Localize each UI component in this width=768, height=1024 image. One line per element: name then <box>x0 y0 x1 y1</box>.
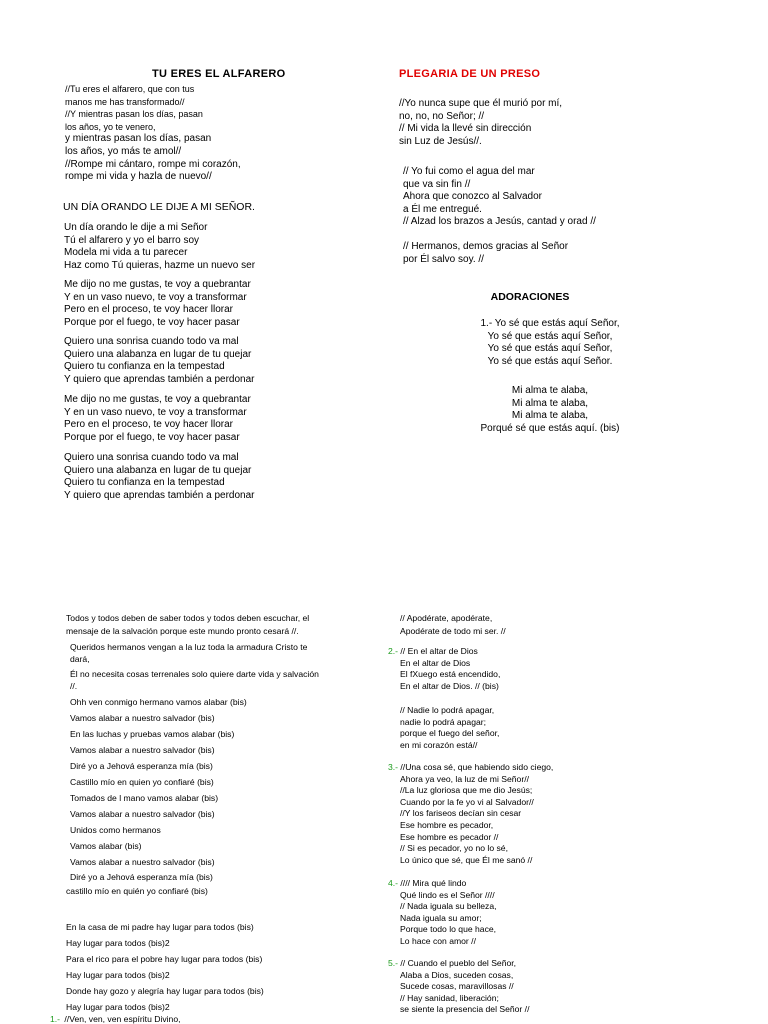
lyric-line: En el altar de Dios. // (bis) <box>400 680 499 691</box>
lyric-line: Porqué sé que estás aquí. (bis) <box>480 422 620 434</box>
song-4 <box>388 878 497 948</box>
lyric-line: // Si es pecador, yo no lo sé, <box>400 843 508 854</box>
plegaria-stanza-2 <box>403 166 596 229</box>
lyric-line: Alaba a Dios, suceden cosas, <box>400 969 514 980</box>
lyric-line: dará, <box>70 654 90 664</box>
lyric-line: Me dijo no me gustas, te voy a quebrantar <box>64 279 251 290</box>
lyric-line: mensaje de la salvación porque este mundo pronto cesará //. <box>66 625 299 636</box>
orando-stanza-4 <box>64 394 251 444</box>
lyric-line: Hay lugar para todos (bis)2 <box>66 938 170 948</box>
song-title-adoraciones: ADORACIONES <box>490 291 570 303</box>
todos-el-no <box>70 668 319 692</box>
lyric-line: //Y mientras pasan los días, pasan <box>65 109 203 120</box>
lyric-line: //La luz gloriosa que me dio Jesús; <box>400 785 533 796</box>
orando-stanza-3 <box>64 336 255 386</box>
lyric-line: Quiero tu confianza en la tempestad <box>64 477 225 489</box>
lyric-line: // Nadie lo podrá apagar, <box>400 705 495 715</box>
lyric-line: Vamos alabar a nuestro salvador (bis) <box>70 712 215 723</box>
lyric-line: Unidos como hermanos <box>70 824 161 835</box>
song-heading-orando: UN DÍA ORANDO LE DIJE A MI SEÑOR. <box>63 201 255 213</box>
lyric-line: porque el fuego del señor, <box>400 728 500 739</box>
lyric-line: // Yo fui como el agua del mar <box>403 166 535 177</box>
lyric-line: no, no, no Señor; // <box>399 110 485 122</box>
song-3 <box>388 762 553 866</box>
plegaria-stanza-1 <box>399 98 562 148</box>
lyric-line: //// Mira qué lindo <box>400 878 467 888</box>
lyric-line: por Él salvo soy. // <box>403 253 484 265</box>
lyric-line: Quiero una sonrisa cuando todo va mal <box>64 452 239 463</box>
song-first-line <box>388 958 529 970</box>
lyric-line: //Ven, ven, ven espíritu Divino, <box>64 1014 181 1024</box>
song-first-line <box>388 878 497 890</box>
todos-queridos <box>70 641 307 665</box>
item-number: 2.- <box>388 646 399 656</box>
lyric-line: En las luchas y pruebas vamos alabar (bis) <box>70 728 235 739</box>
lyric-line: Donde hay gozo y alegría hay lugar para todos (bis) <box>66 986 264 996</box>
lyric-line: Porque por el fuego, te voy hacer pasar <box>64 431 240 443</box>
lyric-line: Mi alma te alaba, <box>511 385 589 396</box>
lyric-line: en mi corazón está// <box>400 739 478 750</box>
lyric-line: Qué lindo es el Señor //// <box>400 889 495 900</box>
lyric-line: Vamos alabar a nuestro salvador (bis) <box>70 744 215 755</box>
lyric-line: Quiero tu confianza en la tempestad <box>64 361 225 373</box>
lyric-line: // Cuando el pueblo del Señor, <box>400 958 517 968</box>
lyric-line: Ese hombre es pecador // <box>400 831 499 842</box>
item-number: 3.- <box>388 762 399 772</box>
orando-stanza-1 <box>64 222 255 272</box>
lyric-line: los años, yo te venero, <box>65 121 156 132</box>
lyric-line: Porque por el fuego, te voy hacer pasar <box>64 316 240 328</box>
song-first-line <box>388 762 553 774</box>
apoderate <box>400 612 506 637</box>
lyric-line: sin Luz de Jesús//. <box>399 135 482 147</box>
lyric-line: Un día orando le dije a mi Señor <box>64 222 208 233</box>
lyric-line: Ahora ya veo, la luz de mi Señor// <box>400 773 529 784</box>
lyric-line: Él no necesita cosas terrenales solo quiere darte vida y salvación <box>70 669 319 679</box>
lyric-line: En la casa de mi padre hay lugar para todos (bis) <box>66 922 254 932</box>
lyric-line: Para el rico para el pobre hay lugar para todos (bis) <box>66 954 263 964</box>
lyric-line: manos me has transformado// <box>65 96 185 107</box>
lyric-line: // Hermanos, demos gracias al Señor <box>403 241 569 252</box>
lyric-line: Quiero una sonrisa cuando todo va mal <box>64 336 239 347</box>
casa-lines <box>66 919 264 1015</box>
song-2 <box>388 646 500 692</box>
adoraciones-stanza-1 <box>400 318 700 368</box>
lyric-line: Yo sé que estás aquí Señor, <box>487 343 613 355</box>
song-5 <box>388 958 529 1016</box>
lyric-line: Y quiero que aprendas también a perdonar <box>64 489 255 501</box>
lyric-line: //Rompe mi cántaro, rompe mi corazón, <box>65 158 241 170</box>
lyric-line: Yo sé que estás aquí Señor, <box>487 330 613 342</box>
lyric-line: Tomados de l mano vamos alabar (bis) <box>70 792 219 803</box>
lyric-line: Apodérate de todo mi ser. // <box>400 625 506 636</box>
lyric-line: 1.- Yo sé que estás aquí Señor, <box>480 318 620 329</box>
lyric-line: Nada iguala su amor; <box>400 912 482 923</box>
lyric-line: // Apodérate, apodérate, <box>400 613 493 623</box>
lyric-line: Me dijo no me gustas, te voy a quebrantar <box>64 394 251 405</box>
lyric-line: Diré yo a Jehová esperanza mía (bis) <box>70 872 213 883</box>
item-number: 4.- <box>388 878 399 888</box>
lyric-line: Ohh ven conmigo hermano vamos alabar (bis) <box>70 697 247 707</box>
song-title-plegaria: PLEGARIA DE UN PRESO <box>399 68 541 80</box>
lyric-line: Y en un vaso nuevo, te voy a transformar <box>64 406 247 418</box>
lyric-line: rompe mi vida y hazla de nuevo// <box>65 171 212 183</box>
lyric-line: Vamos alabar (bis) <box>70 840 142 851</box>
lyric-line: Mi alma te alaba, <box>511 397 589 409</box>
lyric-line: se siente la presencia del Señor // <box>400 1004 530 1015</box>
alfarero-intro <box>65 83 241 184</box>
lyric-line: a Él me entregué. <box>403 203 482 215</box>
lyric-line: Haz como Tú quieras, hazme un nuevo ser <box>64 259 256 271</box>
lyric-line: //Una cosa sé, que habiendo sido ciego, <box>400 762 554 772</box>
lyric-line: Porque todo lo que hace, <box>400 924 497 935</box>
lyric-line: Castillo mío en quien yo confiaré (bis) <box>70 776 214 787</box>
song-first-line <box>388 646 500 658</box>
lyric-line: //Y los fariseos decían sin cesar <box>400 808 522 819</box>
adoraciones-stanza-2 <box>400 385 700 435</box>
lyric-line: Quiero una alabanza en lugar de tu quejar <box>64 464 252 476</box>
lyric-line: nadie lo podrá apagar; <box>400 716 487 727</box>
lyric-line: // En el altar de Dios <box>400 646 478 656</box>
lyric-line: Cuando por la fe yo vi al Salvador// <box>400 796 534 807</box>
lyric-line: Pero en el proceso, te voy hacer llorar <box>64 419 233 431</box>
lyric-line: Ahora que conozco al Salvador <box>403 191 542 203</box>
lyric-line: Y en un vaso nuevo, te voy a transformar <box>64 291 247 303</box>
casa-last-line <box>50 1014 181 1024</box>
lyric-line: // Nada iguala su belleza, <box>400 901 497 912</box>
lyric-line: los años, yo más te amol// <box>65 145 182 157</box>
lyric-line: Y quiero que aprendas también a perdonar <box>64 373 255 385</box>
lyric-line: Lo hace con amor // <box>400 935 476 946</box>
lyric-line: // Hay sanidad, liberación; <box>400 992 499 1003</box>
lyric-line: castillo mío en quién yo confiaré (bis) <box>66 886 208 896</box>
lyric-line: Modela mi vida a tu parecer <box>64 247 188 259</box>
lyric-line: //Tu eres el alfarero, que con tus <box>65 84 195 94</box>
lyric-line: El fXuego está encendido, <box>400 669 501 680</box>
lyric-line: Ese hombre es pecador, <box>400 819 494 830</box>
song-title-alfarero: TU ERES EL ALFARERO <box>152 68 286 80</box>
item-number: 5.- <box>388 958 399 968</box>
lyric-line: Queridos hermanos vengan a la luz toda la armadura Cristo te <box>70 642 308 652</box>
lyric-line: Diré yo a Jehová esperanza mía (bis) <box>70 760 213 771</box>
song-2-chorus <box>400 705 499 751</box>
todos-intro <box>66 612 309 637</box>
item-number: 1.- <box>50 1014 61 1024</box>
lyric-line: //. <box>70 681 78 691</box>
orando-stanza-5 <box>64 452 255 502</box>
lyric-line: Quiero una alabanza en lugar de tu quejar <box>64 348 252 360</box>
lyric-line: Yo sé que estás aquí Señor. <box>487 355 613 367</box>
orando-stanza-2 <box>64 279 251 329</box>
lyric-line: que va sin fin // <box>403 178 471 190</box>
lyric-line: Sucede cosas, maravillosas // <box>400 981 514 992</box>
lyric-line: // Mi vida la llevé sin dirección <box>399 123 532 135</box>
lyric-line: Hay lugar para todos (bis)2 <box>66 1002 170 1012</box>
lyric-line: Mi alma te alaba, <box>511 410 589 422</box>
lyric-line: Pero en el proceso, te voy hacer llorar <box>64 304 233 316</box>
lyric-line: Todos y todos deben de saber todos y todos deben escuchar, el <box>66 613 310 623</box>
lyric-line: Tú el alfarero y yo el barro soy <box>64 234 200 246</box>
lyric-line: Vamos alabar a nuestro salvador (bis) <box>70 856 215 867</box>
lyric-line: // Alzad los brazos a Jesús, cantad y orad // <box>403 216 596 228</box>
lyric-line: y mientras pasan los días, pasan <box>65 133 212 145</box>
lyric-line: En el altar de Dios <box>400 657 471 668</box>
plegaria-stanza-3 <box>403 241 568 266</box>
lyric-line: //Yo nunca supe que él murió por mí, <box>399 98 563 109</box>
lyric-line: Vamos alabar a nuestro salvador (bis) <box>70 808 215 819</box>
todos-lines <box>70 695 247 886</box>
lyric-line: Hay lugar para todos (bis)2 <box>66 970 170 980</box>
lyric-line: Lo único que sé, que Él me sanó // <box>400 854 533 865</box>
